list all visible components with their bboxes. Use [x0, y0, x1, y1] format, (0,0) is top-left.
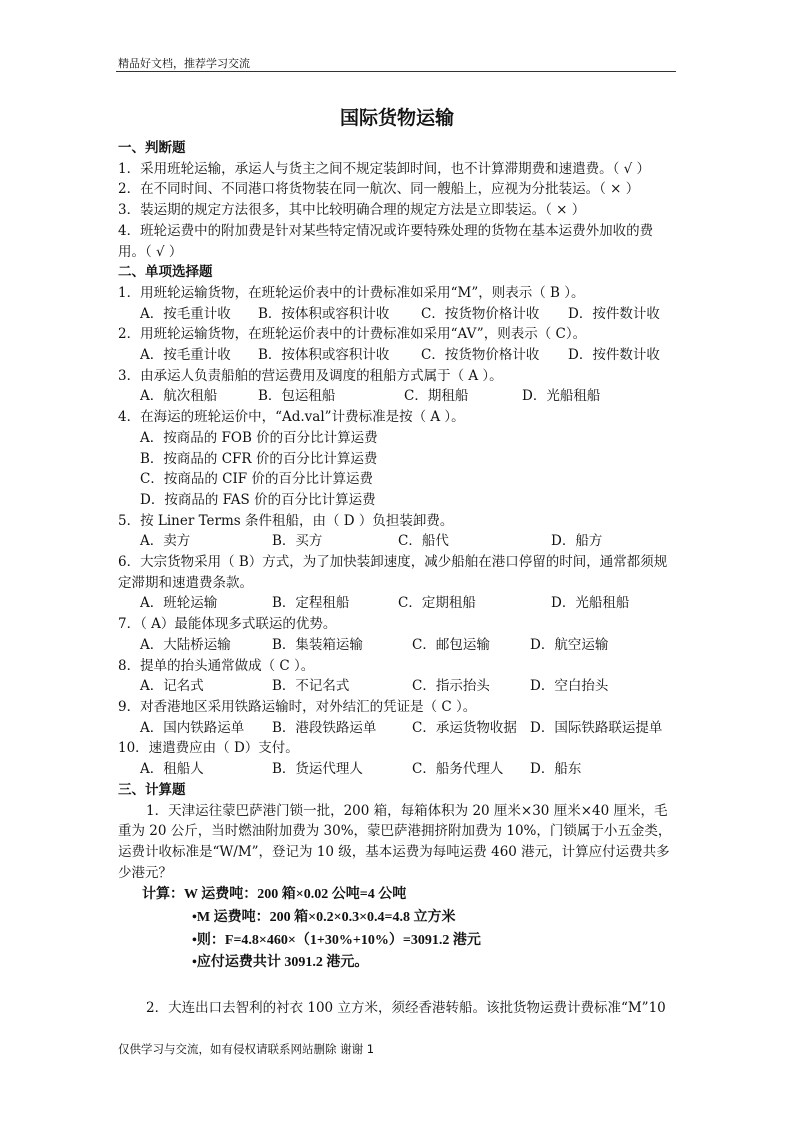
option-b: B．买方 [272, 533, 323, 550]
mc-options-9 [118, 718, 678, 739]
option-d: D．光船租船 [522, 388, 601, 405]
option-d: D．船东 [530, 761, 582, 778]
calc-line-w-tons: 计算：W 运费吨：200 箱×0.02 公吨=4 公吨 [142, 887, 407, 903]
mc-question-9: 9．对香港地区采用铁路运输时，对外结汇的凭证是（ C ）。 [118, 698, 477, 715]
option-b: B．按体积或容积计收 [258, 305, 390, 322]
option-a: A．班轮运输 [140, 595, 218, 612]
tf-question-2: 2．在不同时间、不同港口将货物装在同一航次、同一艘船上，应视为分批装运。（ × ） [118, 181, 640, 198]
option-a: A．记名式 [140, 678, 204, 695]
option-b: B．不记名式 [272, 678, 350, 695]
mc-options-4 [118, 428, 678, 511]
option-b: B．包运租船 [258, 388, 336, 405]
mc-options-3 [118, 386, 678, 407]
option-d: D．按商品的 FAS 价的百分比计算运费 [140, 491, 376, 508]
option-c: C．船务代理人 [412, 761, 504, 778]
mc-options-6 [118, 593, 678, 614]
section-multiple-choice-heading: 二、单项选择题 [118, 264, 213, 281]
option-d: D．按件数计收 [568, 347, 660, 364]
option-d: D．按件数计收 [568, 305, 660, 322]
option-c: C．按货物价格计收 [421, 305, 540, 322]
option-a: A．航次租船 [140, 388, 218, 405]
option-b: B．定程租船 [272, 595, 350, 612]
mc-options-8 [118, 676, 678, 697]
mc-question-8: 8．提单的抬头通常做成（ C ）。 [118, 657, 315, 674]
tf-question-4: 4．班轮运费中的附加费是针对某些特定情况或许要特殊处理的货物在基本运费外加收的费用。（ √ ） [118, 222, 654, 260]
section-true-false-heading: 一、判断题 [118, 140, 186, 156]
option-d: D．空白抬头 [530, 678, 609, 695]
option-c: C．邮包运输 [412, 636, 490, 653]
mc-options-2 [118, 345, 678, 366]
option-c: C．承运货物收据 [412, 719, 517, 736]
tf-question-1: 1．采用班轮运输，承运人与货主之间不规定装卸时间，也不计算滞期费和速遣费。（ √ ） [118, 160, 651, 177]
mc-question-3: 3．由承运人负责船舶的营运费用及调度的租船方式属于（ A ）。 [118, 367, 503, 384]
mc-question-5: 5．按 Liner Terms 条件租船，由（ D ）负担装卸费。 [118, 512, 454, 529]
mc-question-1: 1．用班轮运输货物，在班轮运价表中的计费标准如采用“M”，则表示（ B ）。 [118, 284, 585, 301]
tf-question-3: 3．装运期的规定方法很多，其中比较明确合理的规定方法是立即装运。（ × ） [118, 202, 586, 219]
option-a: A．租船人 [140, 761, 204, 778]
calc-line-freight: •则：F=4.8×460×（1+30%+10%）=3091.2 港元 [192, 932, 481, 948]
option-c: C．指示抬头 [412, 678, 490, 695]
option-c: C．定期租船 [398, 595, 476, 612]
option-a: A．国内铁路运单 [140, 719, 245, 736]
option-b: B．港段铁路运单 [272, 719, 377, 736]
header-note: 精品好文档，推荐学习交流 [118, 57, 250, 70]
option-b: B．按体积或容积计收 [258, 347, 390, 364]
mc-options-5 [118, 531, 678, 552]
option-d: D．国际铁路联运提单 [530, 719, 663, 736]
option-d: D．船方 [551, 533, 603, 550]
option-a: A．按商品的 FOB 价的百分比计算运费 [140, 429, 378, 446]
calc-problem-1: 1．天津运往蒙巴萨港门锁一批，200 箱，每箱体积为 20 厘米×30 厘米×40 厘米，毛重为 20 公斤，当时燃油附加费为 30%，蒙巴萨港拥挤附加费为 10%，门锁属于小五金类，运费计收标准是“W/M”，登记为 10 级，基本运费为每吨运费 460 港元，计算应付运费共多少港元？ [118, 802, 672, 881]
spacer [118, 976, 678, 998]
footer-note: 仅供学习与交流，如有侵权请联系网站删除 谢谢 1 [118, 1042, 375, 1056]
option-c: C．按货物价格计收 [421, 347, 540, 364]
mc-question-7: 7．（ A）最能体现多式联运的优势。 [118, 616, 337, 633]
mc-question-4: 4．在海运的班轮运价中，“Ad.val”计费标准是按（ A ）。 [118, 409, 465, 426]
option-b: B．按商品的 CFR 价的百分比计算运费 [140, 450, 378, 467]
mc-question-10: 10．速遣费应由（ D）支付。 [118, 740, 299, 757]
document-body [118, 138, 678, 1019]
mc-question-2: 2．用班轮运输货物，在班轮运价表中的计费标准如采用“AV”，则表示（ C）。 [118, 326, 587, 343]
option-c: C．期租船 [404, 388, 469, 405]
section-calculation-heading: 三、计算题 [118, 781, 186, 798]
option-a: A．大陆桥运输 [140, 636, 231, 653]
option-a: A．卖方 [140, 533, 191, 550]
calc-line-total: •应付运费共计 3091.2 港元。 [192, 955, 369, 971]
mc-options-7 [118, 635, 678, 656]
mc-options-10 [118, 759, 678, 780]
option-a: A．按毛重计收 [140, 305, 231, 322]
option-b: B．货运代理人 [272, 761, 363, 778]
option-b: B．集装箱运输 [272, 636, 363, 653]
option-d: D．航空运输 [530, 636, 609, 653]
option-c: C．按商品的 CIF 价的百分比计算运费 [140, 471, 373, 488]
header-divider [116, 71, 676, 72]
option-d: D．光船租船 [551, 595, 630, 612]
calc-line-m-tons: •M 运费吨：200 箱×0.2×0.3×0.4=4.8 立方米 [192, 910, 456, 926]
option-c: C．船代 [398, 533, 449, 550]
mc-options-1 [118, 304, 678, 325]
calc-problem-2: 2．大连出口去智利的衬衣 100 立方米，须经香港转船。该批货物运费计费标准“M”10 [146, 1000, 666, 1017]
option-a: A．按毛重计收 [140, 347, 231, 364]
calc-solution-1 [118, 885, 678, 974]
page-title: 国际货物运输 [339, 107, 454, 129]
mc-question-6: 6．大宗货物采用（ B）方式，为了加快装卸速度，减少船舶在港口停留的时间，通常都须规定滞期和速遣费条款。 [118, 554, 668, 591]
